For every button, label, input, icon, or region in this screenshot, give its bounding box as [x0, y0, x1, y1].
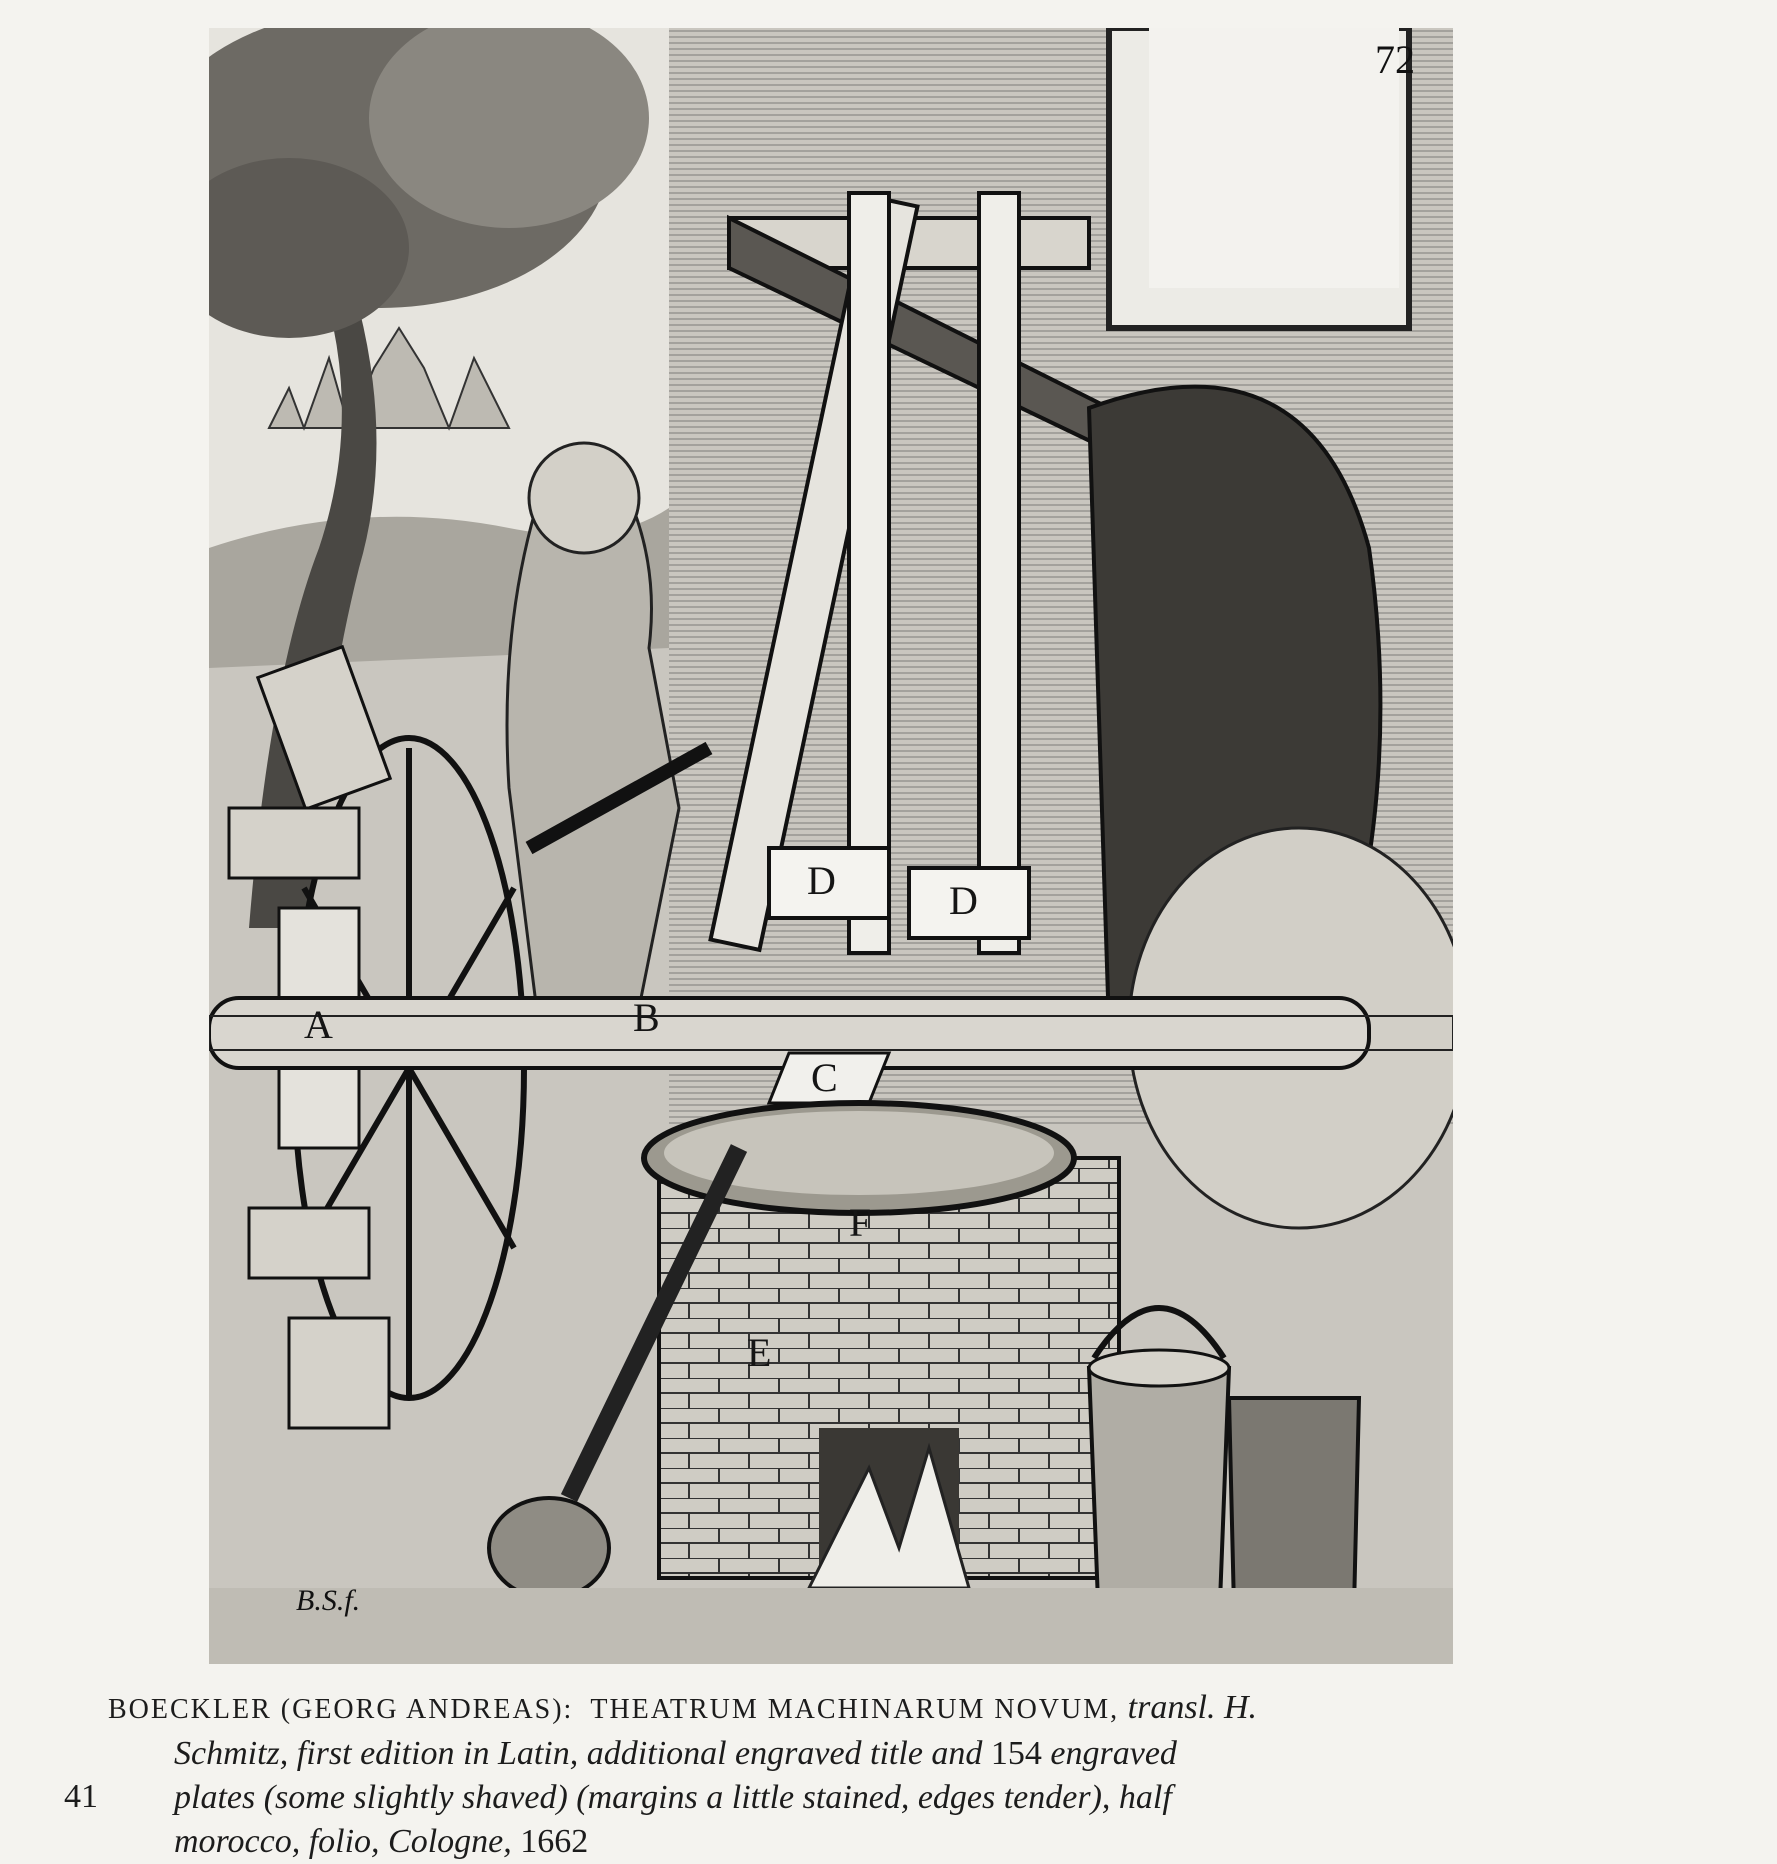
caption-text: engraved	[1050, 1735, 1177, 1772]
plate-letter-a: A	[304, 1002, 333, 1047]
caption-text: Schmitz, first edition in Latin, additional engraved title and	[174, 1735, 983, 1772]
engraver-signature: B.S.f.	[296, 1584, 361, 1617]
caption-line-1	[108, 1686, 1588, 1732]
caption-line-3	[108, 1776, 1588, 1820]
engraving-plate	[209, 28, 1453, 1664]
caption-title: THEATRUM MACHINARUM NOVUM,	[590, 1694, 1120, 1725]
caption-year: 1662	[520, 1823, 589, 1860]
plate-page-number: 72	[1375, 37, 1415, 82]
plate-letter-c: C	[811, 1055, 838, 1100]
caption-text: (some slightly shaved)	[263, 1779, 568, 1816]
caption-line-4	[108, 1820, 1588, 1864]
plate-letter-d-left: D	[807, 858, 836, 903]
caption-translator: transl. H.	[1127, 1689, 1258, 1726]
plate-letter-d-right: D	[949, 878, 978, 923]
plate-letter-f: F	[849, 1200, 872, 1245]
engraving-illustration	[209, 28, 1453, 1664]
lot-description	[108, 1686, 1588, 1864]
lot-number: 41	[64, 1778, 98, 1815]
plate-letter-e: E	[747, 1330, 772, 1375]
caption-text: (margins a little stained, edges tender), half	[576, 1779, 1172, 1816]
caption-text: plates	[174, 1779, 256, 1816]
caption-plate-count: 154	[990, 1735, 1042, 1772]
plate-letter-b: B	[633, 995, 660, 1040]
caption-line-2	[108, 1732, 1588, 1776]
caption-author: BOECKLER (GEORG ANDREAS):	[108, 1694, 574, 1725]
caption-text: morocco, folio, Cologne,	[174, 1823, 512, 1860]
